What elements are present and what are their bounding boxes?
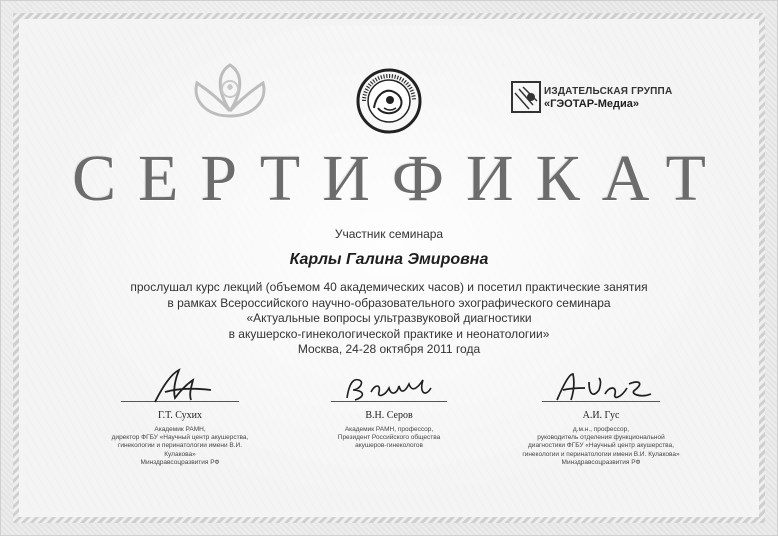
desc-line: Президент Российского общества xyxy=(337,434,441,442)
certificate-title: СЕРТИФИКАТ xyxy=(72,142,728,215)
desc-line: акушеров-гинекологов xyxy=(355,442,423,450)
signatory-description xyxy=(105,426,255,467)
signature-block-gus xyxy=(521,366,681,467)
text-line: Москва, 24-28 октября 2011 года xyxy=(297,342,481,356)
signature-block-serov xyxy=(319,366,459,451)
text-line: прослушал курс лекций (объемом 40 академических часов) и посетил практические занятия xyxy=(130,280,648,294)
handwritten-signature-icon xyxy=(549,368,659,406)
handwritten-signature-icon xyxy=(145,366,225,406)
publisher-group-label: ИЗДАТЕЛЬСКАЯ ГРУППА xyxy=(544,86,673,97)
desc-line: Академик РАМН, профессор, xyxy=(344,426,434,433)
flower-emblem-icon xyxy=(187,61,273,131)
participant-name: Карлы Галина Эмировна xyxy=(289,251,489,268)
publisher-name: «ГЭОТАР-Медиа» xyxy=(544,98,639,110)
certificate-text xyxy=(1,280,777,358)
desc-line: гинекологии и перинатологии имени В.И. Кулакова» xyxy=(117,442,243,458)
desc-line: гинекологии и перинатологии имени В.И. Кулакова» xyxy=(522,450,680,458)
signatory-name: В.Н. Серов xyxy=(365,410,413,421)
desc-line: Минздравсоцразвития РФ xyxy=(140,458,220,466)
signatory-description xyxy=(521,426,681,467)
participant-label: Участник семинара xyxy=(334,227,444,241)
desc-line: Минздравсоцразвития РФ xyxy=(561,458,641,466)
text-line: «Актуальные вопросы ультразвуковой диагностики xyxy=(246,311,532,325)
text-line: в акушерско-гинекологической практике и неонатологии» xyxy=(228,326,550,341)
desc-line: Академик РАМН, xyxy=(154,426,206,433)
signature-block-sukhikh xyxy=(105,366,255,467)
desc-line: д.м.н., профессор, xyxy=(572,426,630,433)
desc-line: руководитель отделения функциональной xyxy=(537,434,665,442)
desc-line: директор ФГБУ «Научный центр акушерства, xyxy=(111,434,249,442)
society-seal-icon xyxy=(356,68,422,134)
text-line: в рамках Всероссийского научно-образовательного эхографического семинара xyxy=(167,295,611,310)
signatory-description xyxy=(319,426,459,451)
desc-line: диагностики ФГБУ «Научный центр акушерства, xyxy=(528,442,674,450)
handwritten-signature-icon xyxy=(339,370,439,406)
signatory-name: Г.Т. Сухих xyxy=(157,410,203,421)
signatory-name: А.И. Гус xyxy=(582,410,620,421)
